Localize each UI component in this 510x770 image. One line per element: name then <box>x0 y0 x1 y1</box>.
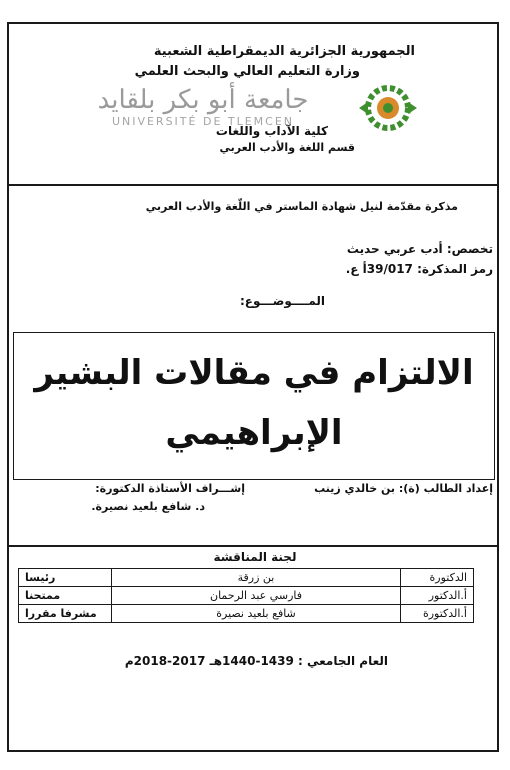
university-name-french: UNIVERSITÉ DE TLEMCEN <box>111 115 295 128</box>
academic-year: العام الجامعي : 1439-1440هـ 2017-2018م <box>124 654 388 668</box>
committee-title: لجنة المناقشة <box>213 550 297 564</box>
university-logo-icon <box>355 82 421 134</box>
faculty-name: كلية الآداب واللغات <box>215 124 328 138</box>
member-name: شافع بلعيد نصيرة <box>112 605 401 623</box>
member-title: أ.الدكتور <box>401 587 474 605</box>
subject-label: المــــوضـــوع: <box>239 294 325 308</box>
specialty-line: تخصص: أدب عربي حديث <box>346 242 493 256</box>
member-role: مشرفا مقررا <box>19 605 112 623</box>
table-row <box>19 587 474 605</box>
supervisor-label: إشـــراف الأستاذة الدكتورة: <box>95 482 245 495</box>
memo-statement: مذكرة مقدّمة لنيل شهادة الماستر في اللّغة والأدب العربي <box>145 200 458 213</box>
table-row <box>19 605 474 623</box>
thesis-title-line1: الالتزام في مقالات البشير <box>34 353 474 393</box>
student-line: إعداد الطالب (ة): بن خالدي زينب <box>314 482 493 495</box>
divider-committee <box>9 545 497 547</box>
member-title: الدكتورة <box>401 569 474 587</box>
member-name: بن زرقة <box>112 569 401 587</box>
committee-table <box>18 568 474 623</box>
republic-line: الجمهورية الجزائرية الديمقراطية الشعبية <box>153 44 415 59</box>
supervisor-name: د. شافع بلعيد نصيرة. <box>91 500 205 513</box>
memo-code: رمز المذكرة: 39/017أ ع. <box>345 262 493 276</box>
member-role: رئيسا <box>19 569 112 587</box>
university-name-arabic: جامعة أبو بكر بلقايد <box>97 85 309 115</box>
member-title: أ.الدكتورة <box>401 605 474 623</box>
title-box <box>13 332 495 480</box>
department-name: قسم اللغة والأدب العربي <box>219 141 355 154</box>
member-name: فارسي عبد الرحمان <box>112 587 401 605</box>
table-row <box>19 569 474 587</box>
member-role: ممتحنا <box>19 587 112 605</box>
ministry-line: وزارة التعليم العالي والبحث العلمي <box>134 64 360 79</box>
thesis-title-line2: الإبراهيمي <box>165 413 343 453</box>
divider-header <box>9 184 497 186</box>
